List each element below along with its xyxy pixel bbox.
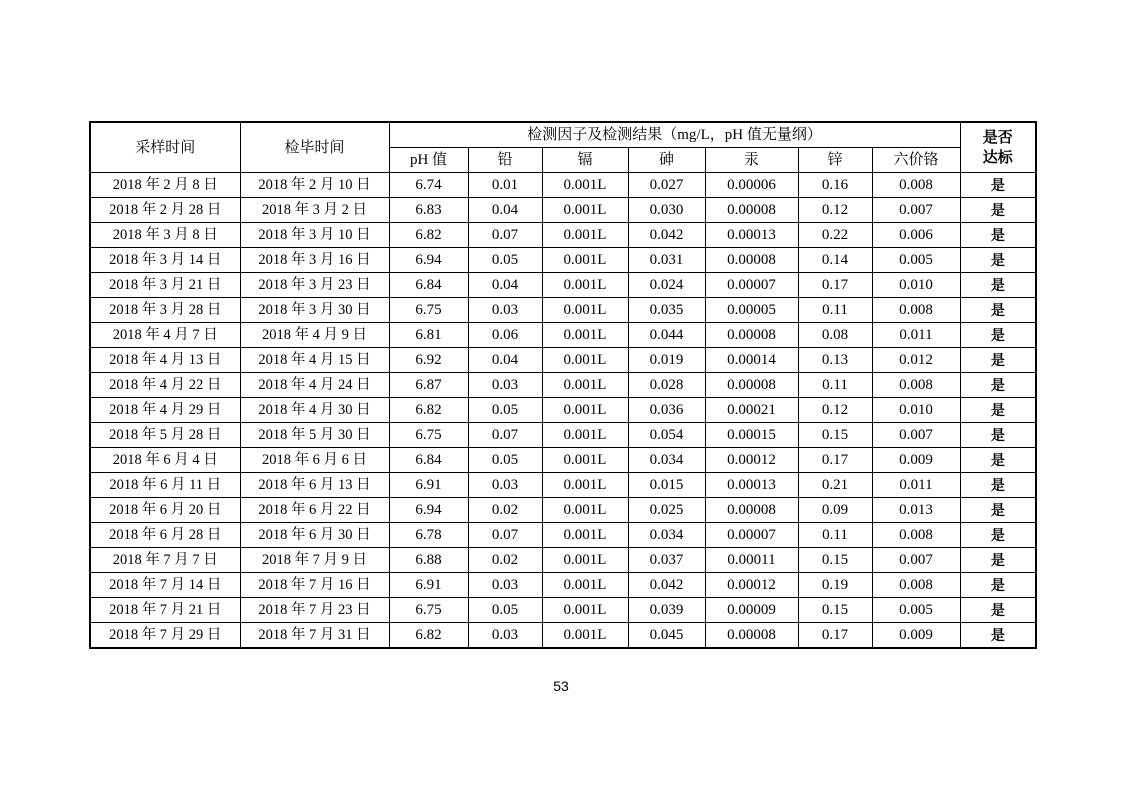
cell-test-done-time: 2018 年 7 月 9 日: [240, 548, 389, 573]
cell-lead: 0.04: [468, 273, 542, 298]
cell-ph: 6.91: [389, 473, 468, 498]
header-test-done-time: 检毕时间: [240, 122, 389, 173]
cell-ph: 6.75: [389, 298, 468, 323]
cell-compliance: 是: [960, 573, 1036, 598]
cell-mercury: 0.00007: [705, 523, 798, 548]
cell-zinc: 0.15: [798, 423, 872, 448]
cell-hexavalent-chromium: 0.010: [872, 398, 960, 423]
cell-lead: 0.05: [468, 598, 542, 623]
cell-mercury: 0.00021: [705, 398, 798, 423]
cell-sampling-time: 2018 年 6 月 28 日: [90, 523, 240, 548]
cell-cadmium: 0.001L: [542, 323, 628, 348]
cell-hexavalent-chromium: 0.013: [872, 498, 960, 523]
cell-compliance: 是: [960, 523, 1036, 548]
cell-mercury: 0.00008: [705, 198, 798, 223]
cell-arsenic: 0.034: [628, 523, 705, 548]
header-sampling-time: 采样时间: [90, 122, 240, 173]
cell-arsenic: 0.044: [628, 323, 705, 348]
cell-lead: 0.05: [468, 448, 542, 473]
cell-cadmium: 0.001L: [542, 248, 628, 273]
cell-lead: 0.03: [468, 473, 542, 498]
cell-sampling-time: 2018 年 4 月 22 日: [90, 373, 240, 398]
cell-ph: 6.94: [389, 498, 468, 523]
cell-zinc: 0.16: [798, 173, 872, 198]
cell-mercury: 0.00015: [705, 423, 798, 448]
cell-lead: 0.03: [468, 373, 542, 398]
cell-sampling-time: 2018 年 6 月 4 日: [90, 448, 240, 473]
cell-test-done-time: 2018 年 6 月 13 日: [240, 473, 389, 498]
cell-zinc: 0.17: [798, 448, 872, 473]
cell-mercury: 0.00008: [705, 248, 798, 273]
cell-cadmium: 0.001L: [542, 523, 628, 548]
header-factors-group: 检测因子及检测结果（mg/L，pH 值无量纲）: [389, 122, 960, 148]
cell-cadmium: 0.001L: [542, 548, 628, 573]
cell-test-done-time: 2018 年 7 月 23 日: [240, 598, 389, 623]
cell-compliance: 是: [960, 623, 1036, 649]
cell-ph: 6.82: [389, 223, 468, 248]
cell-test-done-time: 2018 年 4 月 9 日: [240, 323, 389, 348]
header-arsenic: 砷: [628, 148, 705, 173]
cell-hexavalent-chromium: 0.008: [872, 573, 960, 598]
table-row: [90, 498, 1036, 523]
cell-sampling-time: 2018 年 5 月 28 日: [90, 423, 240, 448]
page-number: 53: [553, 678, 569, 694]
cell-test-done-time: 2018 年 4 月 24 日: [240, 373, 389, 398]
header-row-1: [90, 122, 1036, 148]
cell-test-done-time: 2018 年 6 月 22 日: [240, 498, 389, 523]
cell-hexavalent-chromium: 0.008: [872, 298, 960, 323]
cell-hexavalent-chromium: 0.008: [872, 523, 960, 548]
cell-cadmium: 0.001L: [542, 348, 628, 373]
table-row: [90, 448, 1036, 473]
cell-arsenic: 0.042: [628, 573, 705, 598]
cell-hexavalent-chromium: 0.005: [872, 598, 960, 623]
cell-zinc: 0.17: [798, 273, 872, 298]
cell-cadmium: 0.001L: [542, 623, 628, 649]
cell-hexavalent-chromium: 0.009: [872, 623, 960, 649]
cell-lead: 0.07: [468, 523, 542, 548]
cell-zinc: 0.14: [798, 248, 872, 273]
cell-zinc: 0.12: [798, 398, 872, 423]
cell-test-done-time: 2018 年 2 月 10 日: [240, 173, 389, 198]
monitoring-results-table: [89, 121, 1037, 649]
cell-zinc: 0.08: [798, 323, 872, 348]
cell-cadmium: 0.001L: [542, 198, 628, 223]
header-compliance-text: 是否达标: [982, 128, 1013, 166]
cell-hexavalent-chromium: 0.007: [872, 548, 960, 573]
cell-cadmium: 0.001L: [542, 448, 628, 473]
cell-cadmium: 0.001L: [542, 173, 628, 198]
cell-lead: 0.06: [468, 323, 542, 348]
table-row: [90, 373, 1036, 398]
cell-zinc: 0.15: [798, 598, 872, 623]
cell-mercury: 0.00007: [705, 273, 798, 298]
cell-sampling-time: 2018 年 2 月 8 日: [90, 173, 240, 198]
cell-cadmium: 0.001L: [542, 423, 628, 448]
table-row: [90, 598, 1036, 623]
cell-hexavalent-chromium: 0.010: [872, 273, 960, 298]
cell-sampling-time: 2018 年 7 月 7 日: [90, 548, 240, 573]
cell-mercury: 0.00008: [705, 373, 798, 398]
cell-mercury: 0.00012: [705, 448, 798, 473]
table-row: [90, 423, 1036, 448]
cell-hexavalent-chromium: 0.008: [872, 373, 960, 398]
cell-sampling-time: 2018 年 4 月 7 日: [90, 323, 240, 348]
cell-test-done-time: 2018 年 3 月 16 日: [240, 248, 389, 273]
cell-ph: 6.94: [389, 248, 468, 273]
cell-compliance: 是: [960, 598, 1036, 623]
cell-zinc: 0.21: [798, 473, 872, 498]
cell-sampling-time: 2018 年 3 月 28 日: [90, 298, 240, 323]
header-mercury: 汞: [705, 148, 798, 173]
cell-hexavalent-chromium: 0.008: [872, 173, 960, 198]
cell-compliance: 是: [960, 498, 1036, 523]
header-ph: pH 值: [389, 148, 468, 173]
cell-hexavalent-chromium: 0.005: [872, 248, 960, 273]
table-row: [90, 273, 1036, 298]
cell-zinc: 0.11: [798, 373, 872, 398]
cell-arsenic: 0.015: [628, 473, 705, 498]
cell-sampling-time: 2018 年 7 月 29 日: [90, 623, 240, 649]
cell-sampling-time: 2018 年 3 月 14 日: [90, 248, 240, 273]
cell-compliance: 是: [960, 198, 1036, 223]
cell-hexavalent-chromium: 0.011: [872, 473, 960, 498]
header-compliance: [960, 122, 1036, 173]
cell-zinc: 0.09: [798, 498, 872, 523]
cell-mercury: 0.00008: [705, 623, 798, 649]
table-row: [90, 523, 1036, 548]
cell-test-done-time: 2018 年 3 月 23 日: [240, 273, 389, 298]
table-row: [90, 198, 1036, 223]
cell-test-done-time: 2018 年 6 月 6 日: [240, 448, 389, 473]
cell-ph: 6.87: [389, 373, 468, 398]
cell-test-done-time: 2018 年 3 月 30 日: [240, 298, 389, 323]
cell-arsenic: 0.036: [628, 398, 705, 423]
cell-test-done-time: 2018 年 6 月 30 日: [240, 523, 389, 548]
cell-hexavalent-chromium: 0.012: [872, 348, 960, 373]
cell-lead: 0.02: [468, 498, 542, 523]
cell-mercury: 0.00011: [705, 548, 798, 573]
cell-sampling-time: 2018 年 6 月 20 日: [90, 498, 240, 523]
cell-compliance: 是: [960, 373, 1036, 398]
cell-cadmium: 0.001L: [542, 573, 628, 598]
cell-sampling-time: 2018 年 7 月 21 日: [90, 598, 240, 623]
cell-arsenic: 0.031: [628, 248, 705, 273]
cell-mercury: 0.00008: [705, 323, 798, 348]
table-row: [90, 573, 1036, 598]
header-zinc: 锌: [798, 148, 872, 173]
cell-lead: 0.04: [468, 348, 542, 373]
cell-zinc: 0.11: [798, 298, 872, 323]
table-header: [90, 122, 1036, 173]
cell-compliance: 是: [960, 398, 1036, 423]
cell-ph: 6.78: [389, 523, 468, 548]
cell-mercury: 0.00012: [705, 573, 798, 598]
header-cadmium: 镉: [542, 148, 628, 173]
table-row: [90, 548, 1036, 573]
cell-sampling-time: 2018 年 2 月 28 日: [90, 198, 240, 223]
cell-ph: 6.82: [389, 623, 468, 649]
cell-ph: 6.84: [389, 448, 468, 473]
cell-mercury: 0.00009: [705, 598, 798, 623]
cell-test-done-time: 2018 年 7 月 31 日: [240, 623, 389, 649]
cell-compliance: 是: [960, 223, 1036, 248]
cell-zinc: 0.13: [798, 348, 872, 373]
cell-arsenic: 0.028: [628, 373, 705, 398]
cell-ph: 6.75: [389, 598, 468, 623]
cell-ph: 6.83: [389, 198, 468, 223]
cell-arsenic: 0.024: [628, 273, 705, 298]
cell-hexavalent-chromium: 0.006: [872, 223, 960, 248]
cell-lead: 0.04: [468, 198, 542, 223]
cell-arsenic: 0.042: [628, 223, 705, 248]
cell-ph: 6.88: [389, 548, 468, 573]
cell-cadmium: 0.001L: [542, 398, 628, 423]
cell-ph: 6.75: [389, 423, 468, 448]
cell-arsenic: 0.054: [628, 423, 705, 448]
cell-ph: 6.74: [389, 173, 468, 198]
cell-zinc: 0.17: [798, 623, 872, 649]
cell-sampling-time: 2018 年 7 月 14 日: [90, 573, 240, 598]
cell-mercury: 0.00013: [705, 223, 798, 248]
cell-cadmium: 0.001L: [542, 373, 628, 398]
cell-ph: 6.91: [389, 573, 468, 598]
cell-hexavalent-chromium: 0.011: [872, 323, 960, 348]
cell-test-done-time: 2018 年 3 月 2 日: [240, 198, 389, 223]
cell-compliance: 是: [960, 348, 1036, 373]
cell-lead: 0.03: [468, 573, 542, 598]
cell-arsenic: 0.037: [628, 548, 705, 573]
cell-mercury: 0.00014: [705, 348, 798, 373]
cell-mercury: 0.00005: [705, 298, 798, 323]
cell-arsenic: 0.027: [628, 173, 705, 198]
cell-cadmium: 0.001L: [542, 498, 628, 523]
table-row: [90, 398, 1036, 423]
cell-compliance: 是: [960, 448, 1036, 473]
cell-mercury: 0.00008: [705, 498, 798, 523]
cell-compliance: 是: [960, 473, 1036, 498]
cell-test-done-time: 2018 年 4 月 30 日: [240, 398, 389, 423]
cell-mercury: 0.00006: [705, 173, 798, 198]
cell-cadmium: 0.001L: [542, 273, 628, 298]
cell-sampling-time: 2018 年 3 月 8 日: [90, 223, 240, 248]
cell-ph: 6.84: [389, 273, 468, 298]
cell-zinc: 0.11: [798, 523, 872, 548]
cell-compliance: 是: [960, 273, 1036, 298]
cell-hexavalent-chromium: 0.007: [872, 423, 960, 448]
table-row: [90, 348, 1036, 373]
cell-cadmium: 0.001L: [542, 298, 628, 323]
cell-ph: 6.81: [389, 323, 468, 348]
table-row: [90, 173, 1036, 198]
table-row: [90, 248, 1036, 273]
cell-lead: 0.03: [468, 298, 542, 323]
cell-cadmium: 0.001L: [542, 223, 628, 248]
cell-sampling-time: 2018 年 4 月 13 日: [90, 348, 240, 373]
cell-zinc: 0.15: [798, 548, 872, 573]
table-body: [90, 173, 1036, 649]
cell-hexavalent-chromium: 0.009: [872, 448, 960, 473]
cell-arsenic: 0.034: [628, 448, 705, 473]
cell-lead: 0.01: [468, 173, 542, 198]
cell-lead: 0.07: [468, 223, 542, 248]
cell-mercury: 0.00013: [705, 473, 798, 498]
cell-cadmium: 0.001L: [542, 598, 628, 623]
header-lead: 铅: [468, 148, 542, 173]
cell-test-done-time: 2018 年 3 月 10 日: [240, 223, 389, 248]
cell-arsenic: 0.035: [628, 298, 705, 323]
cell-arsenic: 0.030: [628, 198, 705, 223]
cell-hexavalent-chromium: 0.007: [872, 198, 960, 223]
cell-sampling-time: 2018 年 6 月 11 日: [90, 473, 240, 498]
cell-cadmium: 0.001L: [542, 473, 628, 498]
table-row: [90, 323, 1036, 348]
table-row: [90, 223, 1036, 248]
cell-lead: 0.07: [468, 423, 542, 448]
cell-lead: 0.03: [468, 623, 542, 649]
cell-ph: 6.82: [389, 398, 468, 423]
cell-compliance: 是: [960, 548, 1036, 573]
cell-lead: 0.02: [468, 548, 542, 573]
cell-zinc: 0.22: [798, 223, 872, 248]
cell-arsenic: 0.019: [628, 348, 705, 373]
table-row: [90, 623, 1036, 649]
cell-compliance: 是: [960, 298, 1036, 323]
table-row: [90, 298, 1036, 323]
cell-test-done-time: 2018 年 5 月 30 日: [240, 423, 389, 448]
cell-zinc: 0.19: [798, 573, 872, 598]
cell-arsenic: 0.025: [628, 498, 705, 523]
cell-arsenic: 0.039: [628, 598, 705, 623]
cell-zinc: 0.12: [798, 198, 872, 223]
header-hexavalent-chromium: 六价铬: [872, 148, 960, 173]
cell-sampling-time: 2018 年 3 月 21 日: [90, 273, 240, 298]
cell-ph: 6.92: [389, 348, 468, 373]
cell-lead: 0.05: [468, 398, 542, 423]
cell-sampling-time: 2018 年 4 月 29 日: [90, 398, 240, 423]
cell-test-done-time: 2018 年 4 月 15 日: [240, 348, 389, 373]
cell-test-done-time: 2018 年 7 月 16 日: [240, 573, 389, 598]
cell-arsenic: 0.045: [628, 623, 705, 649]
cell-lead: 0.05: [468, 248, 542, 273]
cell-compliance: 是: [960, 423, 1036, 448]
cell-compliance: 是: [960, 248, 1036, 273]
table-row: [90, 473, 1036, 498]
cell-compliance: 是: [960, 173, 1036, 198]
cell-compliance: 是: [960, 323, 1036, 348]
